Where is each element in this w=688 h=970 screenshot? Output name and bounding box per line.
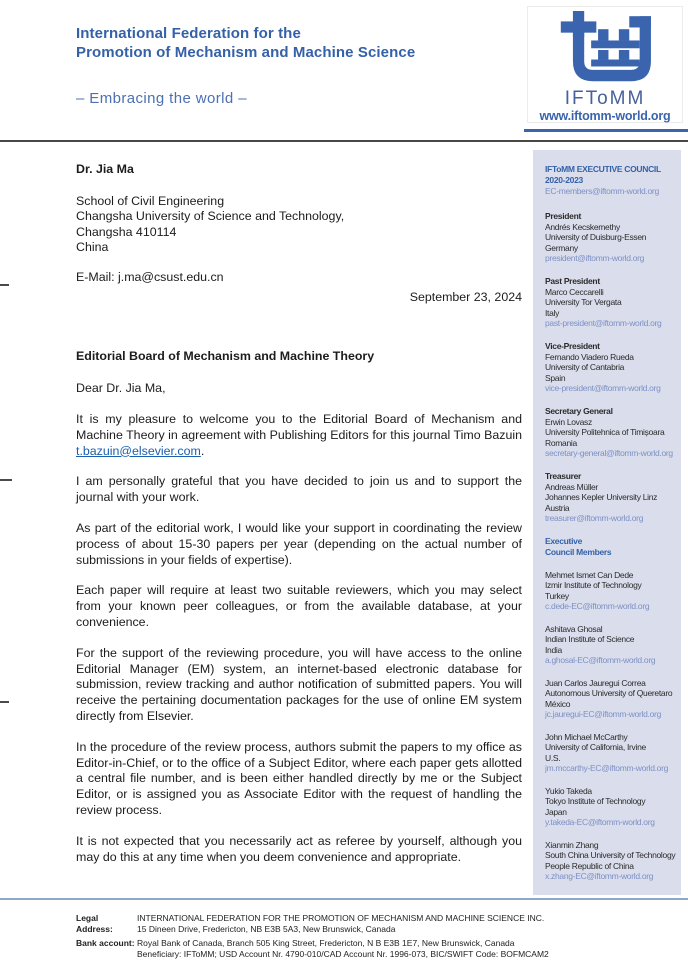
legal-address-label: Legal Address:: [76, 913, 113, 934]
sidebar-officer-secretary-general: [545, 406, 673, 459]
sidebar-member: [545, 786, 673, 828]
member-country: Japan: [545, 806, 567, 817]
member-affiliation: Autonomous University of Queretaro: [545, 688, 673, 698]
email-link[interactable]: EC-members@iftomm-world.org: [545, 186, 659, 196]
member-affiliation: South China University of Technology: [545, 850, 676, 860]
sidebar-member: [545, 678, 673, 720]
footer-divider: [0, 898, 688, 900]
member-name: John Michael McCarthy: [545, 731, 628, 742]
letter-body: [76, 162, 522, 865]
sidebar-title-block: [545, 164, 673, 197]
legal-address-value: [137, 913, 636, 935]
officer-name: Marco Ceccarelli: [545, 286, 604, 297]
sidebar-member: [545, 624, 673, 666]
member-country: México: [545, 698, 571, 709]
email-link[interactable]: a.ghosal-EC@iftomm-world.org: [545, 655, 656, 665]
officer-country: Italy: [545, 307, 560, 318]
bank-account-label: Bank account:: [76, 938, 135, 948]
member-country: People Republic of China: [545, 860, 634, 871]
recipient-name: Dr. Jia Ma: [76, 162, 134, 176]
publishing-editor-email-link[interactable]: t.bazuin@elsevier.com: [76, 443, 201, 458]
section-header-line2: Council Members: [545, 546, 612, 557]
officer-country: Spain: [545, 372, 566, 383]
member-country: Turkey: [545, 590, 569, 601]
officer-role: Secretary General: [545, 405, 613, 416]
officer-role: Past President: [545, 275, 600, 286]
email-link[interactable]: president@iftomm-world.org: [545, 253, 645, 263]
officer-role: President: [545, 210, 582, 221]
paragraph-reviewers: Each paper will require at least two suitable reviewers, which you may select from your known peer colleagues, or from the available database, at your convenience.: [76, 583, 522, 629]
legal-address-row: [76, 913, 636, 935]
officer-affiliation: University of Duisburg-Essen: [545, 232, 647, 242]
sidebar-officer-president: [545, 211, 673, 264]
email-link[interactable]: c.dede-EC@iftomm-world.org: [545, 601, 650, 611]
officer-role: Treasurer: [545, 470, 582, 481]
member-affiliation: Indian Institute of Science: [545, 634, 635, 644]
fold-mark-bottom: [0, 701, 9, 703]
officer-name: Fernando Viadero Rueda: [545, 351, 634, 362]
recipient-address-line: Changsha 410114: [76, 224, 177, 239]
sidebar-officer-treasurer: [545, 471, 673, 524]
officer-name: Erwin Lovasz: [545, 416, 592, 427]
org-name-line1: International Federation for the: [76, 25, 301, 42]
email-link[interactable]: jm.mccarthy-EC@iftomm-world.org: [545, 763, 669, 773]
recipient-address-line: Changsha University of Science and Technology,: [76, 209, 345, 224]
sidebar-title-line2: 2020-2023: [545, 175, 583, 185]
sidebar-officer-past-president: [545, 276, 673, 329]
member-name: Juan Carlos Jauregui Correa: [545, 677, 646, 688]
officer-affiliation: University Tor Vergata: [545, 297, 622, 307]
officer-role: Vice-President: [545, 340, 600, 351]
email-link[interactable]: jc.jauregui-EC@iftomm-world.org: [545, 709, 662, 719]
sidebar-section-header: [545, 536, 673, 558]
member-affiliation: University of California, Irvine: [545, 742, 646, 752]
officer-affiliation: University of Cantabria: [545, 362, 625, 372]
recipient-address-line: School of Civil Engineering: [76, 193, 225, 208]
sidebar-member: [545, 839, 676, 882]
recipient-email: E-Mail: j.ma@csust.edu.cn: [76, 269, 224, 284]
paragraph-grateful: I am personally grateful that you have decided to join us and to support the journal with your work.: [76, 474, 522, 505]
legal-address-line2: 15 Dineen Drive, Fredericton, NB E3B 5A3, New Brunswick, Canada: [137, 924, 396, 934]
member-country: India: [545, 644, 562, 655]
iftomm-logo-icon: [553, 11, 657, 89]
member-name: Mehmet Ismet Can Dede: [545, 569, 634, 580]
officer-name: Andrés Kecskemethy: [545, 221, 620, 232]
paragraph-em-system: For the support of the reviewing procedure, you will have access to the online Editorial Manager (EM) system, an internet-based electronic database for submission, review tracking and author notification of submitted papers. You will receive the pertaining documentation packages for the use of online EM system directly from Elsevier.: [76, 645, 522, 723]
bank-account-value: [137, 938, 636, 960]
email-link[interactable]: x.zhang-EC@iftomm-world.org: [545, 871, 654, 881]
member-name: Yukio Takeda: [545, 785, 592, 796]
member-affiliation: Izmir Institute of Technology: [545, 580, 642, 590]
paragraph-welcome: [76, 412, 522, 459]
bank-account-line1: Royal Bank of Canada, Branch 505 King Street, Fredericton, N B E3B 1E7, New Brunswick, Canada: [137, 938, 515, 948]
email-link[interactable]: treasurer@iftomm-world.org: [545, 513, 644, 523]
sidebar-title-line1: IFToMM EXECUTIVE COUNCIL: [545, 164, 661, 174]
email-link[interactable]: past-president@iftomm-world.org: [545, 318, 662, 328]
email-link[interactable]: y.takeda-EC@iftomm-world.org: [545, 817, 655, 827]
letter-subject: Editorial Board of Mechanism and Machine Theory: [76, 349, 375, 364]
officer-affiliation: Johannes Kepler University Linz: [545, 492, 658, 502]
member-name: Ashitava Ghosal: [545, 623, 603, 634]
email-link[interactable]: secretary-general@iftomm-world.org: [545, 448, 673, 458]
logo-underline: [524, 129, 688, 132]
paragraph-text: It is my pleasure to welcome you to the Editorial Board of Mechanism and Machine Theory in agreement with Publishing Editors for this journal Timo Bazuin: [76, 411, 522, 442]
letter-footer: [76, 913, 636, 963]
member-affiliation: Tokyo Institute of Technology: [545, 796, 646, 806]
section-header-line1: Executive: [545, 535, 582, 546]
iftomm-logo: [527, 6, 683, 123]
salutation: Dear Dr. Jia Ma,: [76, 381, 166, 396]
officer-country: Austria: [545, 502, 570, 513]
logo-wordmark: IFToMM: [564, 88, 646, 109]
officer-country: Germany: [545, 242, 578, 253]
logo-website-link[interactable]: www.iftomm-world.org: [539, 109, 671, 123]
header-divider: [0, 140, 688, 142]
org-name: [76, 24, 415, 62]
sidebar-officer-vice-president: [545, 341, 673, 394]
member-country: U.S.: [545, 752, 561, 763]
fold-mark-top: [0, 284, 9, 286]
paragraph-review-procedure: In the procedure of the review process, authors submit the papers to my office as Editor-in-Chief, or to the office of a Subject Editor, where each paper gets allotted a central file number, and is been either handled directly by me or the Subject Editor, or is assigned you as Associate Editor with the request of handling the review process.: [76, 739, 522, 817]
member-name: Xianmin Zhang: [545, 839, 599, 850]
fold-mark-middle: [0, 479, 12, 481]
paragraph-review-volume: As part of the editorial work, I would like your support in coordinating the review process of about 15-30 papers per year (depending on the actual number of submissions in your fields of expertise).: [76, 520, 522, 567]
officer-country: Romania: [545, 437, 577, 448]
bank-account-row: [76, 938, 636, 960]
paragraph-text: .: [200, 443, 205, 458]
executive-council-sidebar: [533, 150, 681, 895]
officer-affiliation: University Politehnica of Timișoara: [545, 427, 665, 437]
legal-address-line1: INTERNATIONAL FEDERATION FOR THE PROMOTION OF MECHANISM AND MACHINE SCIENCE INC.: [137, 913, 545, 923]
letter-date: September 23, 2024: [409, 289, 522, 304]
bank-account-line2: Beneficiary: IFToMM; USD Account Nr. 4790-010/CAD Account Nr. 1996-073, BIC/SWIFT Code: BOFMCAM2: [137, 949, 549, 959]
paragraph-referee: It is not expected that you necessarily act as referee by yourself, although you may do this at any time when you deem convenience and appropriate.: [76, 833, 522, 864]
org-name-line2: Promotion of Mechanism and Machine Science: [76, 44, 416, 61]
officer-name: Andreas Müller: [545, 481, 598, 492]
sidebar-member: [545, 570, 673, 612]
sidebar-member: [545, 732, 673, 774]
org-tagline: – Embracing the world –: [76, 90, 247, 107]
recipient-address-line: China: [76, 240, 109, 255]
email-link[interactable]: vice-president@iftomm-world.org: [545, 383, 661, 393]
